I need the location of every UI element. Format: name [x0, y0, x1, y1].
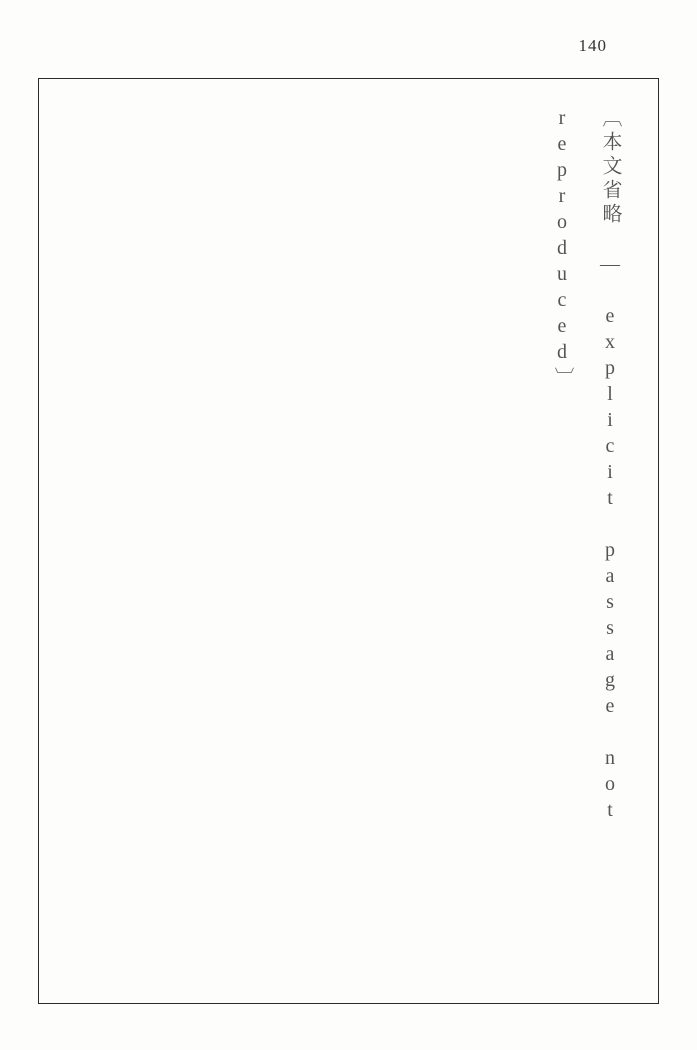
vertical-text-body: [63, 107, 634, 975]
page-number: 140: [578, 36, 607, 55]
redacted-body-text: 〔本文省略 — explicit passage not reproduced〕: [551, 107, 621, 825]
page-border-frame: [38, 78, 659, 1004]
